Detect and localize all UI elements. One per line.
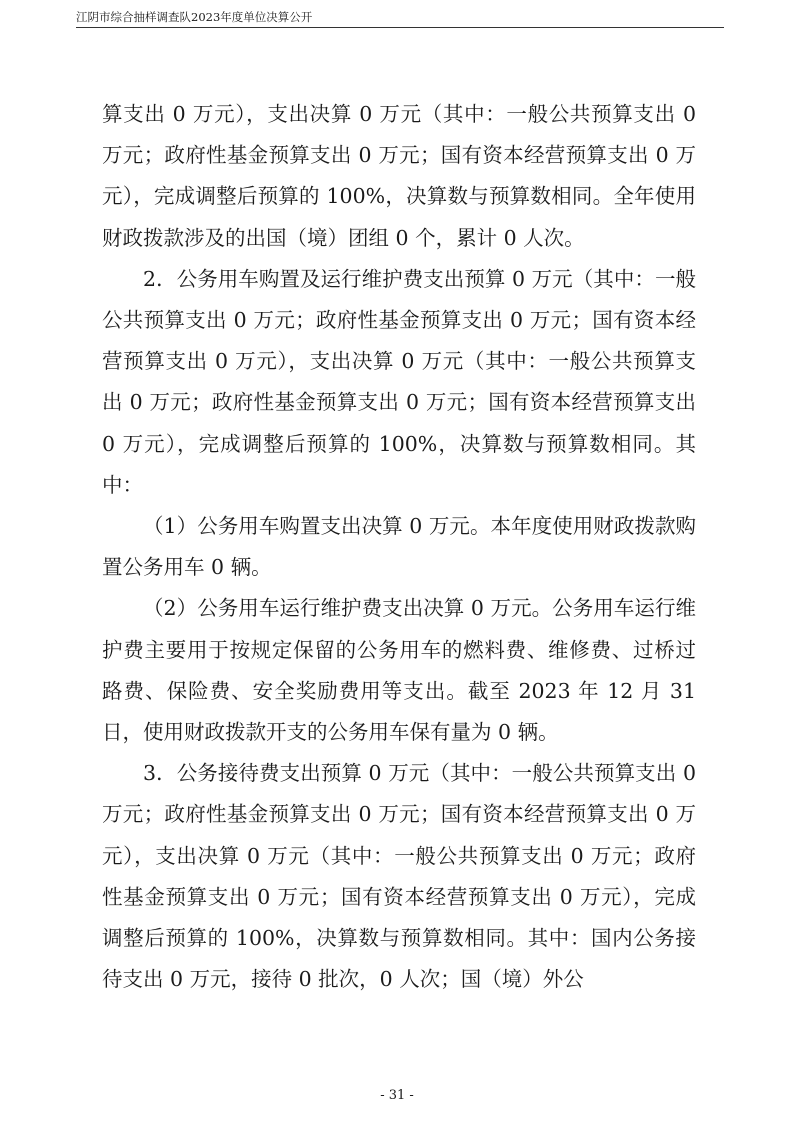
paragraph-official-vehicle-expenses: 2．公务用车购置及运行维护费支出预算 0 万元（其中：一般公共预算支出 0 万元；政府性基金预算支出 0 万元；国有资本经营预算支出 0 万元），支出决算 0 万元（其中：一般公共预算支出 0 万元；政府性基金预算支出 0 万元；国有资本经营预算支出 0 万元），完成调整后预算的 100%，决算数与预算数相同。其中： — [102, 266, 696, 497]
page-number: - 31 - — [380, 1088, 414, 1103]
paragraph-outbound-travel-continued: 算支出 0 万元），支出决算 0 万元（其中：一般公共预算支出 0 万元；政府性基金预算支出 0 万元；国有资本经营预算支出 0 万元），完成调整后预算的 100%，决算数与预算数相同。全年使用财政拨款涉及的出国（境）团组 0 个，累计 0 人次。 — [102, 102, 696, 250]
paragraph-official-reception-expenses: 3．公务接待费支出预算 0 万元（其中：一般公共预算支出 0 万元；政府性基金预算支出 0 万元；国有资本经营预算支出 0 万元），支出决算 0 万元（其中：一般公共预算支出 0 万元；政府性基金预算支出 0 万元；国有资本经营预算支出 0 万元），完成调整后预算的 100%，决算数与预算数相同。其中：国内公务接待支出 0 万元，接待 0 批次，0 人次；国（境）外公 — [102, 761, 696, 992]
running-header: 江阴市综合抽样调查队2023年度单位决算公开 — [76, 8, 724, 28]
document-body — [102, 94, 696, 1000]
paragraph-vehicle-operation: （2）公务用车运行维护费支出决算 0 万元。公务用车运行维护费主要用于按规定保留的公务用车的燃料费、维修费、过桥过路费、保险费、安全奖励费用等支出。截至 2023 年 12 月 31 日，使用财政拨款开支的公务用车保有量为 0 辆。 — [102, 596, 696, 745]
paragraph-vehicle-purchase: （1）公务用车购置支出决算 0 万元。本年度使用财政拨款购置公务用车 0 辆。 — [102, 514, 696, 580]
